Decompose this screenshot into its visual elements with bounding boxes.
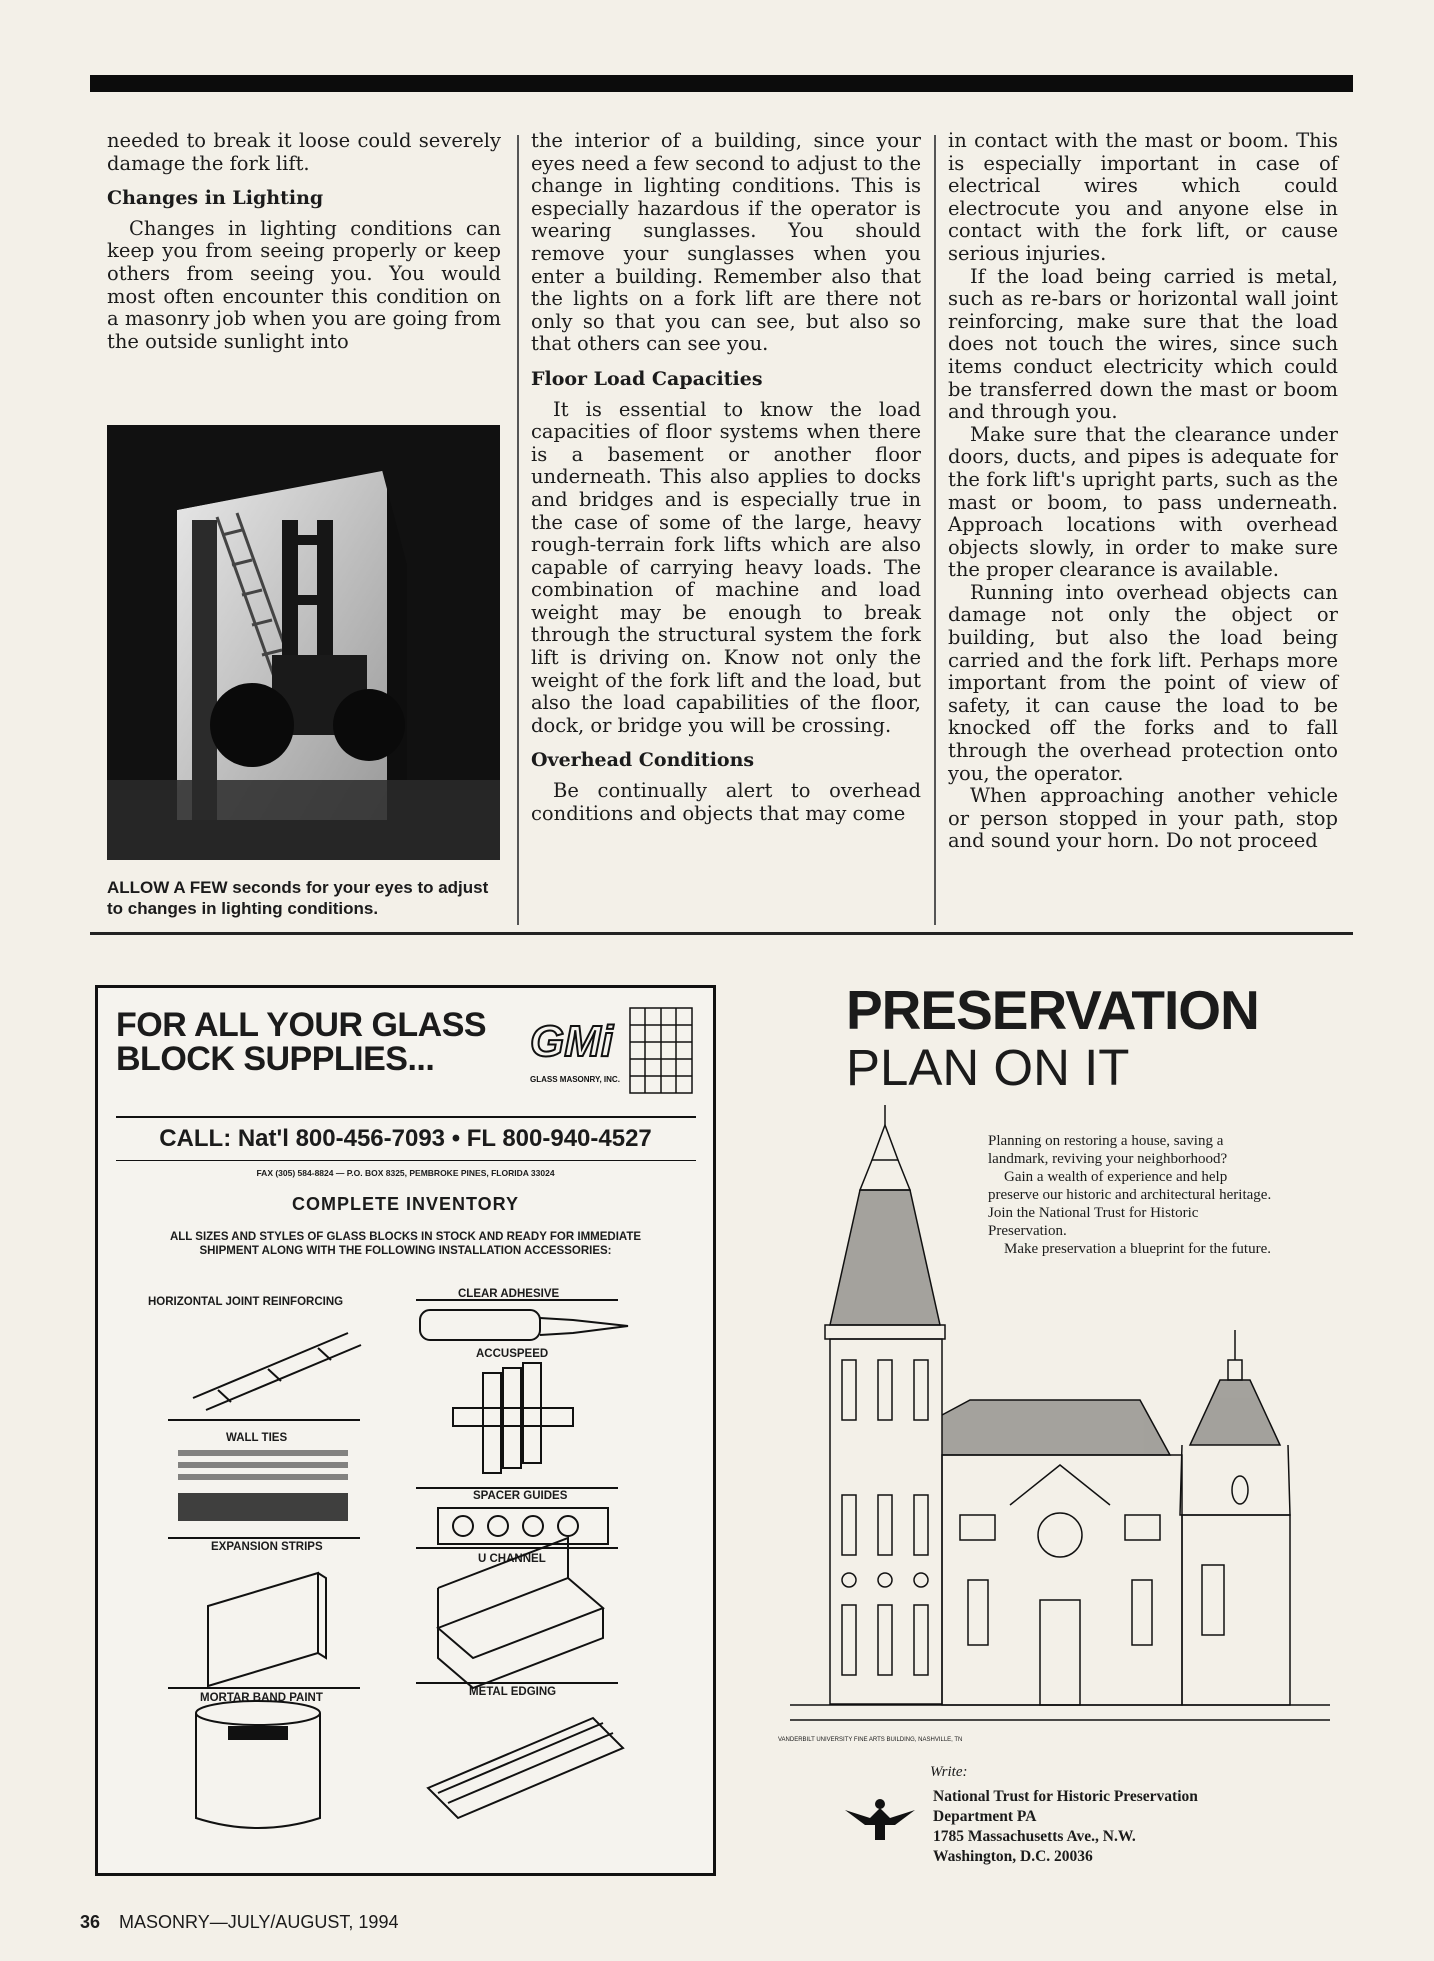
paragraph: It is essential to know the load capacities of floor systems when there is a basement or another floor underneath. This also applies to docks and bridges and is especially true in the case of some of the large, heavy rough-terrain fork lifts which are also capable of carrying heavy loads. The combination of machine and load weight may be enough to break through the structural system the fork lift is driving on. Know not only the weight of the fork lift and the load, but also the load capabilities of the floor, dock, or bridge you will be crossing. bbox=[531, 397, 921, 737]
forklift-photo bbox=[107, 425, 500, 860]
item-label: MORTAR BAND PAINT bbox=[200, 1692, 323, 1704]
paragraph: Be continually alert to overhead conditions and objects that may come bbox=[531, 779, 921, 825]
inventory-description: ALL SIZES AND STYLES OF GLASS BLOCKS IN STOCK AND READY FOR IMMEDIATE SHIPMENT ALONG WITH THE FOLLOWING INSTALLATION ACCESSORIES: bbox=[169, 1231, 642, 1257]
item-label: WALL TIES bbox=[226, 1432, 288, 1444]
item-label: EXPANSION STRIPS bbox=[211, 1541, 323, 1553]
item-label: U CHANNEL bbox=[478, 1553, 546, 1565]
paragraph: When approaching another vehicle or person stopped in your path, stop and sound your horn. Do not proceed bbox=[948, 784, 1338, 853]
paragraph: Make sure that the clearance under doors, ducts, and pipes is adequate for the fork lift's upright parts, such as the mast or boom, to pass underneath. Approach locations with overhead objects slowly, in order to make sure the proper clearance is available. bbox=[948, 422, 1338, 582]
article-column-1 bbox=[107, 130, 501, 353]
paragraph: Make preservation a blueprint for the future. bbox=[1004, 1241, 1271, 1257]
article-column-3 bbox=[948, 130, 1338, 853]
mailing-address: National Trust for Historic Preservation Department PA 1785 Massachusetts Ave., N.W. Washington, D.C. 20036 bbox=[933, 1788, 1198, 1865]
ad-headline: FOR ALL YOUR GLASS BLOCK SUPPLIES... bbox=[116, 1006, 487, 1078]
item-label: METAL EDGING bbox=[469, 1686, 557, 1698]
column-divider bbox=[517, 135, 519, 925]
paragraph: in contact with the mast or boom. This is especially important in case of electrical wires which could electrocute you and anyone else in contact with the fork lift, or cause serious injuries. bbox=[948, 129, 1338, 265]
phone-numbers: CALL: Nat'l 800-456-7093 • FL 800-940-4527 bbox=[159, 1125, 652, 1152]
item-label: CLEAR ADHESIVE bbox=[458, 1288, 560, 1300]
inventory-heading: COMPLETE INVENTORY bbox=[291, 1194, 520, 1214]
logo-subtitle: GLASS MASONRY, INC. bbox=[530, 1075, 620, 1084]
illustration-credit: VANDERBILT UNIVERSITY FINE ARTS BUILDING, NASHVILLE, TN bbox=[778, 1737, 963, 1743]
paragraph: the interior of a building, since your eyes need a few second to adjust to the change in lighting conditions. This is especially hazardous if the operator is wearing sunglasses. You should remove your sunglasses when you enter a building. Remember also that the lights on a fork lift are there not only so that you can see, but also so that others can see you. bbox=[531, 129, 921, 356]
accessory-illustrations bbox=[98, 988, 713, 1873]
top-rule bbox=[90, 75, 1353, 92]
column-divider bbox=[934, 135, 936, 925]
paragraph: needed to break it loose could severely damage the fork lift. bbox=[107, 129, 501, 175]
page-number: 36 bbox=[80, 1912, 101, 1932]
logo-text: GMi bbox=[530, 1017, 614, 1066]
page-footer bbox=[80, 1912, 398, 1933]
paragraph: If the load being carried is metal, such as re-bars or horizontal wall joint reinforcing, make sure that the load does not touch the wires, since such items conduct electricity which could be transferred down the mast or boom and through you. bbox=[948, 264, 1338, 424]
write-label: Write: bbox=[930, 1764, 968, 1780]
subheading-lighting: Changes in Lighting bbox=[107, 187, 324, 210]
ad-subtitle: PLAN ON IT bbox=[846, 1039, 1130, 1096]
subheading-floor-load: Floor Load Capacities bbox=[531, 367, 763, 390]
ad-title: PRESERVATION bbox=[846, 979, 1259, 1041]
item-label: ACCUSPEED bbox=[476, 1348, 549, 1360]
article-column-2 bbox=[531, 130, 921, 825]
eagle-icon bbox=[840, 1790, 920, 1854]
fax-address: FAX (305) 584-8824 — P.O. BOX 8325, PEMBROKE PINES, FLORIDA 33024 bbox=[256, 1168, 555, 1178]
magazine-issue: MASONRY—JULY/AUGUST, 1994 bbox=[119, 1912, 399, 1932]
item-label: HORIZONTAL JOINT REINFORCING bbox=[148, 1296, 344, 1308]
glass-block-ad bbox=[95, 985, 716, 1876]
ad-body-text bbox=[988, 1132, 1278, 1258]
paragraph: Changes in lighting conditions can keep you from seeing properly or keep others from seeing you. You would most often encounter this condition on a masonry job when you are going from the outside sunlight into bbox=[107, 216, 501, 353]
paragraph: Running into overhead objects can damage not only the object or building, but also the load being carried and the fork lift. Perhaps more important from the point of view of safety, it can cause the load to be knocked off the forks and to fall through the overhead protection onto you, the operator. bbox=[948, 580, 1338, 785]
photo-caption: ALLOW A FEW seconds for your eyes to adjust to changes in lighting conditions. bbox=[107, 878, 489, 918]
preservation-ad bbox=[778, 975, 1360, 1875]
paragraph: Planning on restoring a house, saving a landmark, reviving your neighborhood? bbox=[988, 1133, 1228, 1167]
item-label: SPACER GUIDES bbox=[473, 1490, 568, 1502]
section-divider bbox=[90, 932, 1353, 935]
paragraph: Gain a wealth of experience and help preserve our historic and architectural heritage. Join the National Trust for Historic Preservation. bbox=[988, 1169, 1272, 1239]
subheading-overhead: Overhead Conditions bbox=[531, 749, 755, 772]
